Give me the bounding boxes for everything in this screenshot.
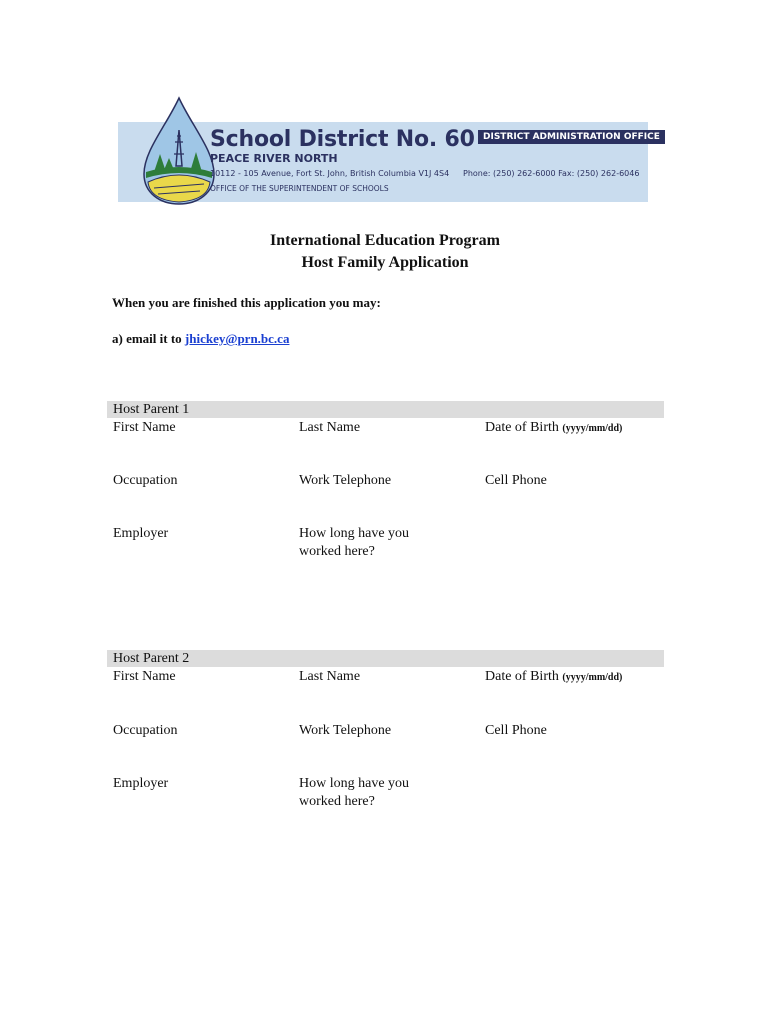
program-title: International Education Program (270, 232, 500, 249)
dob-label (485, 668, 622, 687)
instructions-intro: When you are finished this application you may: (112, 295, 381, 310)
dob-format: (yyyy/mm/dd) (562, 423, 623, 434)
cell-phone-label: Cell Phone (485, 723, 547, 738)
last-name-label: Last Name (299, 669, 361, 684)
how-long-label-line2: worked here? (299, 794, 375, 809)
occupation-label: Occupation (113, 723, 178, 738)
first-name-label: First Name (113, 669, 176, 684)
employer-label: Employer (113, 776, 169, 791)
how-long-label-line1: How long have you (299, 776, 410, 791)
superintendent-office: OFFICE OF THE SUPERINTENDENT OF SCHOOLS (210, 184, 389, 193)
cell-phone-label: Cell Phone (485, 473, 547, 488)
how-long-label-line2: worked here? (299, 544, 375, 559)
district-phone-fax: Phone: (250) 262-6000 Fax: (250) 262-6046 (463, 169, 640, 178)
district-region: PEACE RIVER NORTH (210, 152, 338, 165)
letterhead (118, 96, 660, 206)
dob-format: (yyyy/mm/dd) (562, 672, 623, 683)
dob-text: Date of Birth (485, 420, 559, 435)
admin-office-badge: DISTRICT ADMINISTRATION OFFICE (478, 130, 665, 144)
email-link[interactable]: jhickey@prn.bc.ca (184, 331, 290, 346)
dob-text: Date of Birth (485, 669, 559, 684)
dob-label (485, 419, 622, 438)
option-a-prefix: a) email it to (112, 331, 185, 346)
first-name-label: First Name (113, 420, 176, 435)
work-telephone-label: Work Telephone (299, 723, 392, 738)
district-address: 10112 - 105 Avenue, Fort St. John, British Columbia V1J 4S4 (210, 169, 450, 178)
occupation-label: Occupation (113, 473, 178, 488)
section-header-host-parent-1 (107, 401, 664, 418)
district-name: School District No. 60 (210, 127, 475, 152)
section-title: Host Parent 1 (113, 402, 190, 417)
how-long-label-line1: How long have you (299, 526, 410, 541)
employer-label: Employer (113, 526, 169, 541)
last-name-label: Last Name (299, 420, 361, 435)
form-title: Host Family Application (301, 254, 469, 271)
section-title: Host Parent 2 (113, 651, 190, 666)
section-header-host-parent-2 (107, 650, 664, 667)
work-telephone-label: Work Telephone (299, 473, 392, 488)
instructions-option-a (112, 331, 289, 347)
